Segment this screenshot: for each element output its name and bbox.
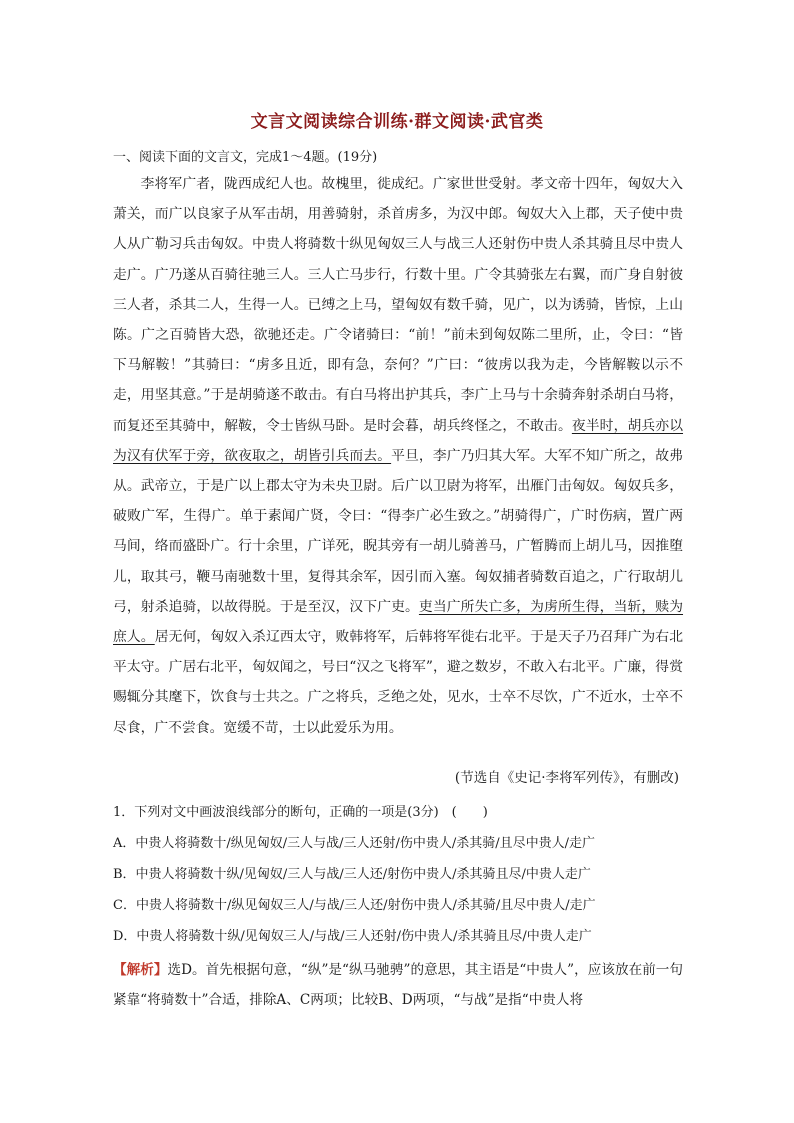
analysis-block xyxy=(113,955,683,1015)
passage-source: (节选自《史记·李将军列传》，有删改) xyxy=(454,770,679,786)
underlined-sentence-1: 夜半时，胡兵亦以为汉有伏军于旁，欲夜取之，胡皆引兵而去。 xyxy=(113,417,684,464)
underlined-sentence-2: 吏当广所失亡多，为虏所生得，当斩，赎为庶人。 xyxy=(113,598,684,646)
page-title: 文言文阅读综合训练·群文阅读·武官类 xyxy=(250,112,544,132)
option-d: D．中贵人将骑数十纵/见匈奴三人/与战/三人还射/伤中贵人/杀其骑且尽/中贵人走广 xyxy=(113,929,592,944)
option-b: B．中贵人将骑数十纵/见匈奴/三人与战/三人还/射伤中贵人/杀其骑且尽/中贵人走广 xyxy=(113,867,591,882)
passage-part-1: 李将军广者，陇西成纪人也。故槐里，徙成纪。广家世世受射。孝文帝十四年，匈奴大入萧关，而广以良家子从军击胡，用善骑射，杀首虏多，为汉中郎。匈奴大入上郡，天子使中贵人从广勒习兵击匈奴。中贵人将骑数十纵见匈奴三人与战三人还射伤中贵人杀其骑且尽中贵人走广。广乃遂从百骑往驰三人。三人亡马步行，行数十里。广令其骑张左右翼，而广身自射彼三人者，杀其二人，生得一人。已缚之上马，望匈奴有数千骑，见广，以为诱骑，皆惊，上山陈。广之百骑皆大恐，欲驰还走。广令诸骑曰：“前！”前未到匈奴陈二里所，止，令曰：“皆下马解鞍！”其骑曰：“虏多且近，即有急，奈何？”广曰：“彼虏以我为走，今皆解鞍以示不走，用坚其意。”于是胡骑遂不敢击。有白马将出护其兵，李广上马与十余骑奔射杀胡白马将，而复还至其骑中，解鞍，令士皆纵马卧。是时会暮，胡兵终怪之，不敢击。 xyxy=(113,176,683,434)
passage-part-2: 平旦，李广乃归其大军。大军不知广所之，故弗从。武帝立，于是广以上郡太守为未央卫尉。后广以卫尉为将军，出雁门击匈奴。匈奴兵多，破败广军，生得广。单于素闻广贤，令曰：“得李广必生致之。”胡骑得广，广时伤病，置广两马间，络而盛卧广。行十余里，广详死，睨其旁有一胡儿骑善马，广暂腾而上胡儿马，因推堕儿，取其弓，鞭马南驰数十里，复得其余军，因引而入塞。匈奴捕者骑数百追之，广行取胡儿弓，射杀追骑，以故得脱。于是至汉，汉下广吏。 xyxy=(113,447,684,615)
analysis-text: 选D。首先根据句意，“纵”是“纵马驰骋”的意思，其主语是“中贵人”，应该放在前一句紧靠“将骑数十”合适，排除A、C两项；比较B、D两项，“与战”是指“中贵人将 xyxy=(113,962,684,1008)
option-c: C．中贵人将骑数十/纵见匈奴三人/与战/三人还/射伤中贵人/杀其骑/且尽中贵人/走广 xyxy=(113,898,596,913)
section-instruction: 一、阅读下面的文言文，完成1～4题。(19分) xyxy=(113,150,378,165)
analysis-tag: 【解析】 xyxy=(113,962,168,978)
classical-passage xyxy=(113,169,683,743)
question-1: 1．下列对文中画波浪线部分的断句，正确的一项是(3分) ( ) xyxy=(113,805,488,820)
passage-part-3: 居无何，匈奴入杀辽西太守，败韩将军，后韩将军徙右北平。于是天子乃召拜广为右北平太守。广居右北平，匈奴闻之，号曰“汉之飞将军”，避之数岁，不敢入右北平。广廉，得赏赐辄分其麾下，饮食与士共之。广之将兵，乏绝之处，见水，士卒不尽饮，广不近水，士卒不尽食，广不尝食。宽缓不苛，士以此爱乐为用。 xyxy=(113,629,684,736)
option-a: A．中贵人将骑数十/纵见匈奴/三人与战/三人还射/伤中贵人/杀其骑/且尽中贵人/走广 xyxy=(113,836,596,851)
